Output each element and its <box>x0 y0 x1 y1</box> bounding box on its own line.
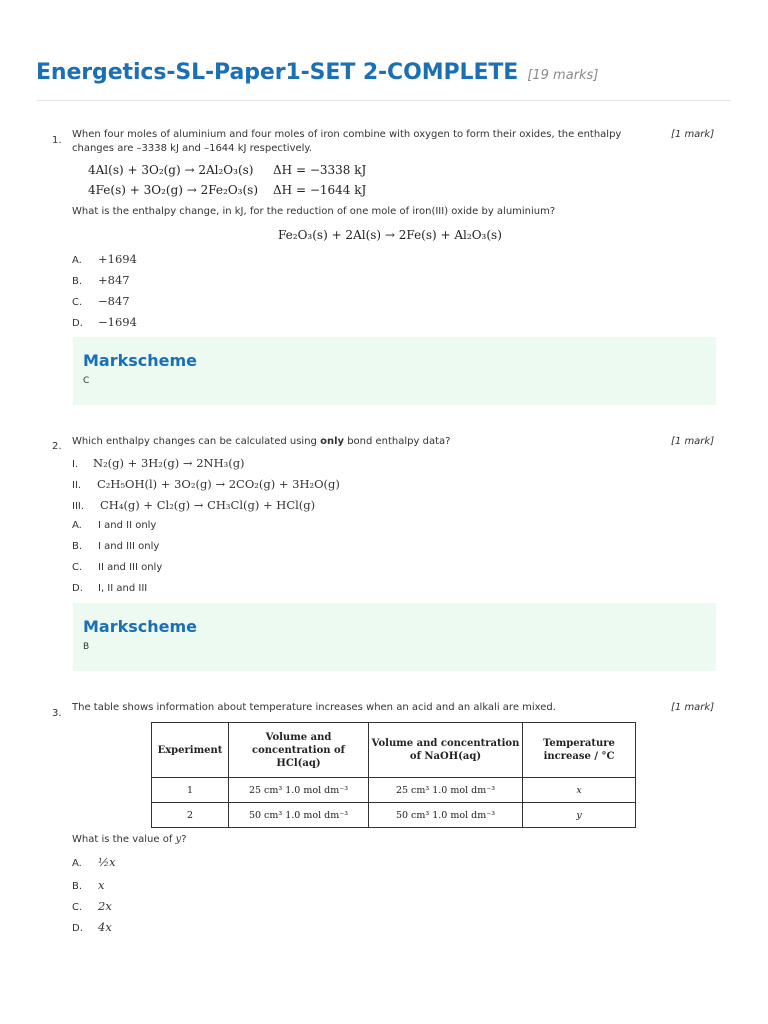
option-b[interactable]: B. +847 <box>72 273 130 287</box>
option-value: −1694 <box>98 315 137 329</box>
statement-iii: III. CH₄(g) + Cl₂(g) → CH₃Cl(g) + HCl(g) <box>72 498 316 512</box>
equation-1: 4Al(s) + 3O₂(g) → 2Al₂O₃(s) <box>88 163 254 177</box>
option-d[interactable]: D. 4x <box>72 920 112 934</box>
option-a[interactable]: A. I and II only <box>72 520 157 531</box>
markscheme-title: Markscheme <box>83 351 198 370</box>
page-header <box>36 60 598 85</box>
question-intro: The table shows information about temperature increases when an acid and an alkali are mixed. <box>72 702 556 713</box>
table-cell: 50 cm³ 1.0 mol dm⁻³ <box>369 803 523 828</box>
total-marks: [19 marks] <box>527 68 599 83</box>
table-cell: 25 cm³ 1.0 mol dm⁻³ <box>229 778 369 803</box>
table-cell: 50 cm³ 1.0 mol dm⁻³ <box>229 803 369 828</box>
option-value: −847 <box>98 294 130 308</box>
markscheme-panel <box>73 603 716 671</box>
question-number: 3. <box>52 708 62 719</box>
column-header: Experiment <box>152 723 229 778</box>
table-header-row <box>152 723 636 778</box>
question-intro: When four moles of aluminium and four moles of iron combine with oxygen to form their oxides, the enthalpy changes are –3338 kJ and –1644 kJ respectively. <box>72 129 622 154</box>
option-d[interactable]: D. I, II and III <box>72 583 148 594</box>
option-value: I, II and III <box>98 583 148 594</box>
question-text: What is the enthalpy change, in kJ, for the reduction of one mole of iron(III) oxide by aluminium? <box>72 206 556 217</box>
markscheme-answer: C <box>83 376 90 386</box>
column-header: Volume and concentration of HCl(aq) <box>229 723 369 778</box>
option-value: 4x <box>98 920 112 934</box>
question-marks: [1 mark] <box>671 436 715 447</box>
equation-3: Fe₂O₃(s) + 2Al(s) → 2Fe(s) + Al₂O₃(s) <box>278 228 502 242</box>
question-text: What is the value of y? <box>72 834 187 845</box>
equation-2-enthalpy: ΔH = −1644 kJ <box>273 183 367 197</box>
table-cell: 1 <box>152 778 229 803</box>
option-b[interactable]: B. x <box>72 878 105 892</box>
question-marks: [1 mark] <box>671 129 715 140</box>
question-number: 1. <box>52 135 62 146</box>
column-header: Temperature increase / °C <box>523 723 636 778</box>
option-value: +1694 <box>98 252 137 266</box>
statement-i: I. N₂(g) + 3H₂(g) → 2NH₃(g) <box>72 456 245 470</box>
equation-2: 4Fe(s) + 3O₂(g) → 2Fe₂O₃(s) <box>88 183 259 197</box>
markscheme-panel <box>73 337 716 405</box>
option-value: ½x <box>98 855 116 869</box>
table-row <box>152 803 636 828</box>
option-value: I and III only <box>98 541 160 552</box>
option-value: x <box>98 878 105 892</box>
option-value: +847 <box>98 273 130 287</box>
data-table <box>151 722 636 828</box>
equation-1-enthalpy: ΔH = −3338 kJ <box>273 163 367 177</box>
page-title: Energetics-SL-Paper1-SET 2-COMPLETE <box>36 60 519 85</box>
option-value: 2x <box>98 899 112 913</box>
markscheme-answer: B <box>83 642 90 652</box>
table-cell: 25 cm³ 1.0 mol dm⁻³ <box>369 778 523 803</box>
option-b[interactable]: B. I and III only <box>72 541 160 552</box>
table-cell: 2 <box>152 803 229 828</box>
question-text: Which enthalpy changes can be calculated using only bond enthalpy data? <box>72 436 451 447</box>
table-cell: x <box>523 778 636 803</box>
question-marks: [1 mark] <box>671 702 715 713</box>
option-c[interactable]: C. II and III only <box>72 562 163 573</box>
markscheme-title: Markscheme <box>83 617 198 636</box>
table-cell: y <box>523 803 636 828</box>
option-c[interactable]: C. 2x <box>72 899 112 913</box>
option-a[interactable]: A. +1694 <box>72 252 137 266</box>
table-row <box>152 778 636 803</box>
header-divider <box>36 100 731 101</box>
question-number: 2. <box>52 441 62 452</box>
column-header: Volume and concentration of NaOH(aq) <box>369 723 523 778</box>
statement-ii: II. C₂H₅OH(l) + 3O₂(g) → 2CO₂(g) + 3H₂O(g) <box>72 477 340 491</box>
option-d[interactable]: D. −1694 <box>72 315 137 329</box>
option-a[interactable]: A. ½x <box>72 855 116 869</box>
option-value: I and II only <box>98 520 157 531</box>
option-value: II and III only <box>98 562 163 573</box>
option-c[interactable]: C. −847 <box>72 294 130 308</box>
